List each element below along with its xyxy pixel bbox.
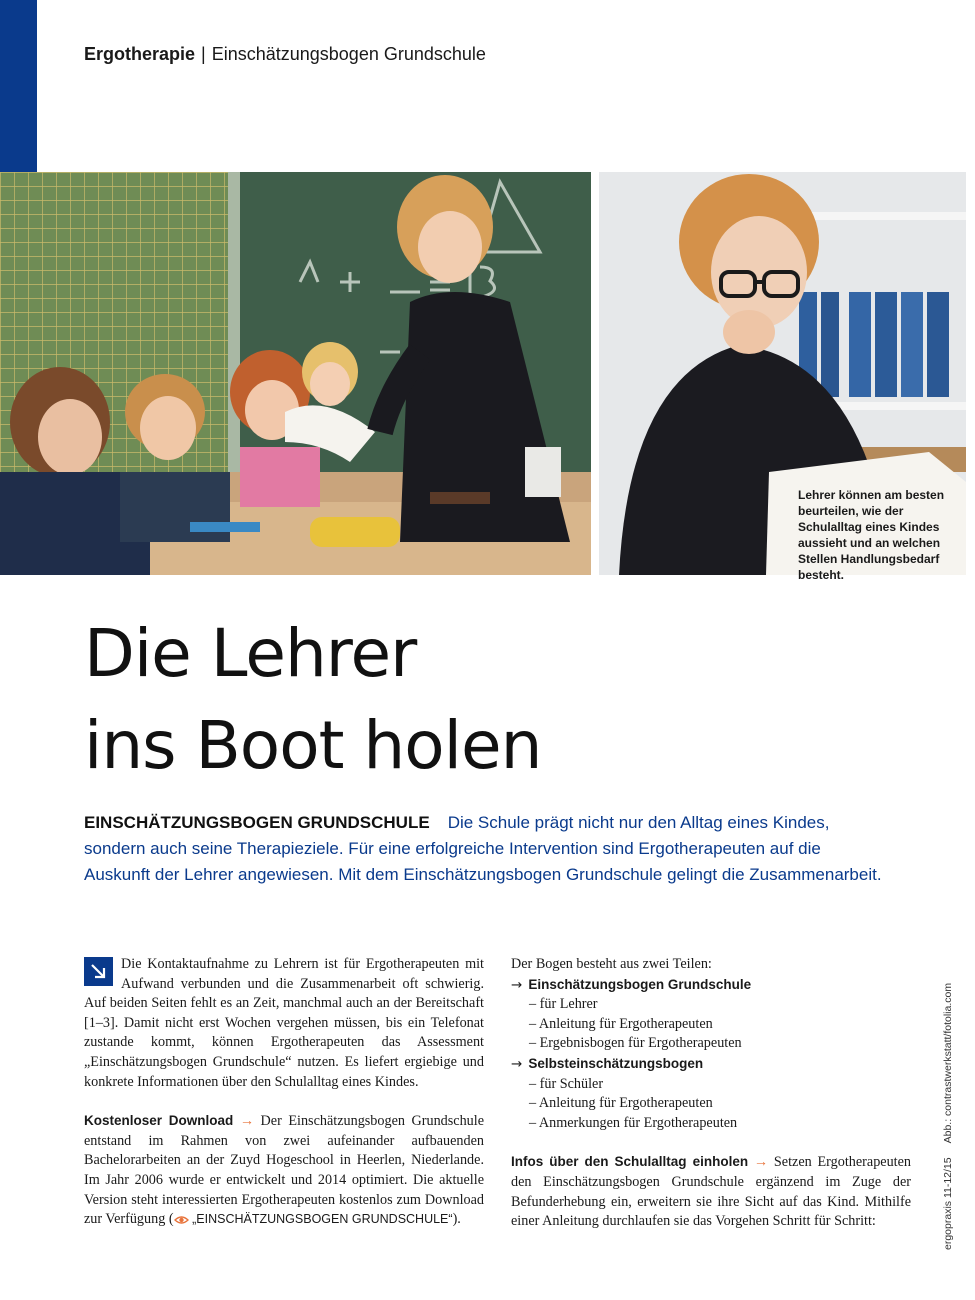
image-credit: Abb.: contrastwerkstatt/fotolia.com: [942, 982, 954, 1144]
download-end: ).: [452, 1211, 461, 1228]
part-2-item: – für Schüler: [529, 1075, 604, 1092]
article-column-left: [84, 955, 484, 1249]
infos-paragraph: [511, 1152, 911, 1231]
part-1-item: – für Lehrer: [529, 996, 598, 1013]
infos-subhead: Infos über den Schulalltag einholen: [511, 1154, 749, 1170]
arrow-bullet-icon: →: [511, 1055, 523, 1072]
intro-text: Die Kontaktaufnahme zu Lehrern ist für Ergotherapeuten mit Aufwand verbunden und die Zusammenarbeit oft schwierig. Auf beiden Seiten fehlt es an Zeit, manchmal auch an der Bereitschaft [1–3]. Damit nicht erst Wochen vergehen müssen, bis ein Telefonat zustande kommt, können Ergotherapeuten das Assessment „Einschätzungsbogen Grundschule“ nutzen. Es liefert ergiebige und konkrete Informationen über den Schulalltag eines Kindes.: [84, 956, 484, 1090]
header-section: Ergotherapie: [84, 44, 196, 64]
infos-arrow: →: [753, 1154, 769, 1171]
classroom-photo: [0, 172, 591, 575]
part-2-item: – Anmerkungen für Ergotherapeuten: [529, 1114, 738, 1131]
lead-paragraph: [84, 810, 884, 888]
headline-line-2: ins Boot holen: [84, 707, 542, 784]
part-2-item: – Anleitung für Ergotherapeuten: [529, 1095, 713, 1112]
infos-text: Setzen Ergotherapeuten den Einschätzungsbogen Grundschule ergänzend im Zuge der Befunderhebung ein, erweitern sie ihre Sicht auf das Kind. Mithilfe einer Anleitung durchlaufen sie das Vorgehen Schritt für Schritt:: [511, 1154, 912, 1230]
part-1-item: – Ergebnisbogen für Ergotherapeuten: [529, 1035, 742, 1052]
parts-list: [511, 975, 911, 1134]
part-2-title: [511, 1054, 911, 1075]
parts-intro: Der Bogen besteht aus zwei Teilen:: [511, 956, 712, 972]
journal-issue: ergopraxis 11-12/15: [942, 1157, 954, 1250]
start-arrow-icon: [84, 957, 113, 986]
article-column-right: [511, 955, 911, 1232]
download-text: Der Einschätzungsbogen Grundschule entstand im Rahmen von zwei aufeinander aufbauenden Bachelorarbeiten an der Zuyd Hogeschool in Heerlen, Niederlande. Im Jahr 2006 wurde er entwickelt und 2014 optimiert. Die aktuelle Version steht interessierten Ergotherapeuten kostenlos zum Download zur Verfügung (: [84, 1113, 485, 1228]
running-header: [84, 44, 486, 65]
headline: [84, 608, 541, 792]
headline-line-1: Die Lehrer: [84, 615, 417, 692]
download-reference-link[interactable]: „EINSCHÄTZUNGSBOGEN GRUNDSCHULE“: [192, 1212, 453, 1227]
part-1-item: – Anleitung für Ergotherapeuten: [529, 1015, 713, 1032]
photo-caption: Lehrer können am besten beurteilen, wie der Schulalltag eines Kindes aussieht und an welchen Stellen Handlungsbedarf besteht.: [798, 488, 945, 582]
part-1-title: [511, 975, 911, 996]
header-title: Einschätzungsbogen Grundschule: [211, 44, 486, 64]
download-arrow: →: [239, 1113, 254, 1130]
part-1-label: Einschätzungsbogen Grundschule: [528, 976, 752, 992]
side-credit: [942, 983, 954, 1250]
header-separator: |: [201, 44, 206, 64]
eye-icon: [174, 1211, 189, 1227]
lead-text: Die Schule prägt nicht nur den Alltag eines Kindes, sondern auch seine Therapieziele. Für eine erfolgreiche Intervention sind Ergotherapeuten auf die Auskunft der Lehrer angewiesen. Mit dem Einschätzungsbogen Grundschule gelingt die Zusammenarbeit.: [84, 813, 882, 884]
download-subhead: Kostenloser Download: [84, 1113, 234, 1129]
arrow-bullet-icon: →: [511, 976, 523, 993]
side-accent-bar: [0, 0, 37, 172]
download-paragraph: [84, 1111, 484, 1230]
part-2-label: Selbsteinschätzungsbogen: [528, 1055, 704, 1071]
classroom-illustration: [0, 172, 591, 575]
intro-paragraph: [84, 955, 484, 1092]
lead-kicker: EINSCHÄTZUNGSBOGEN GRUNDSCHULE: [84, 813, 430, 832]
